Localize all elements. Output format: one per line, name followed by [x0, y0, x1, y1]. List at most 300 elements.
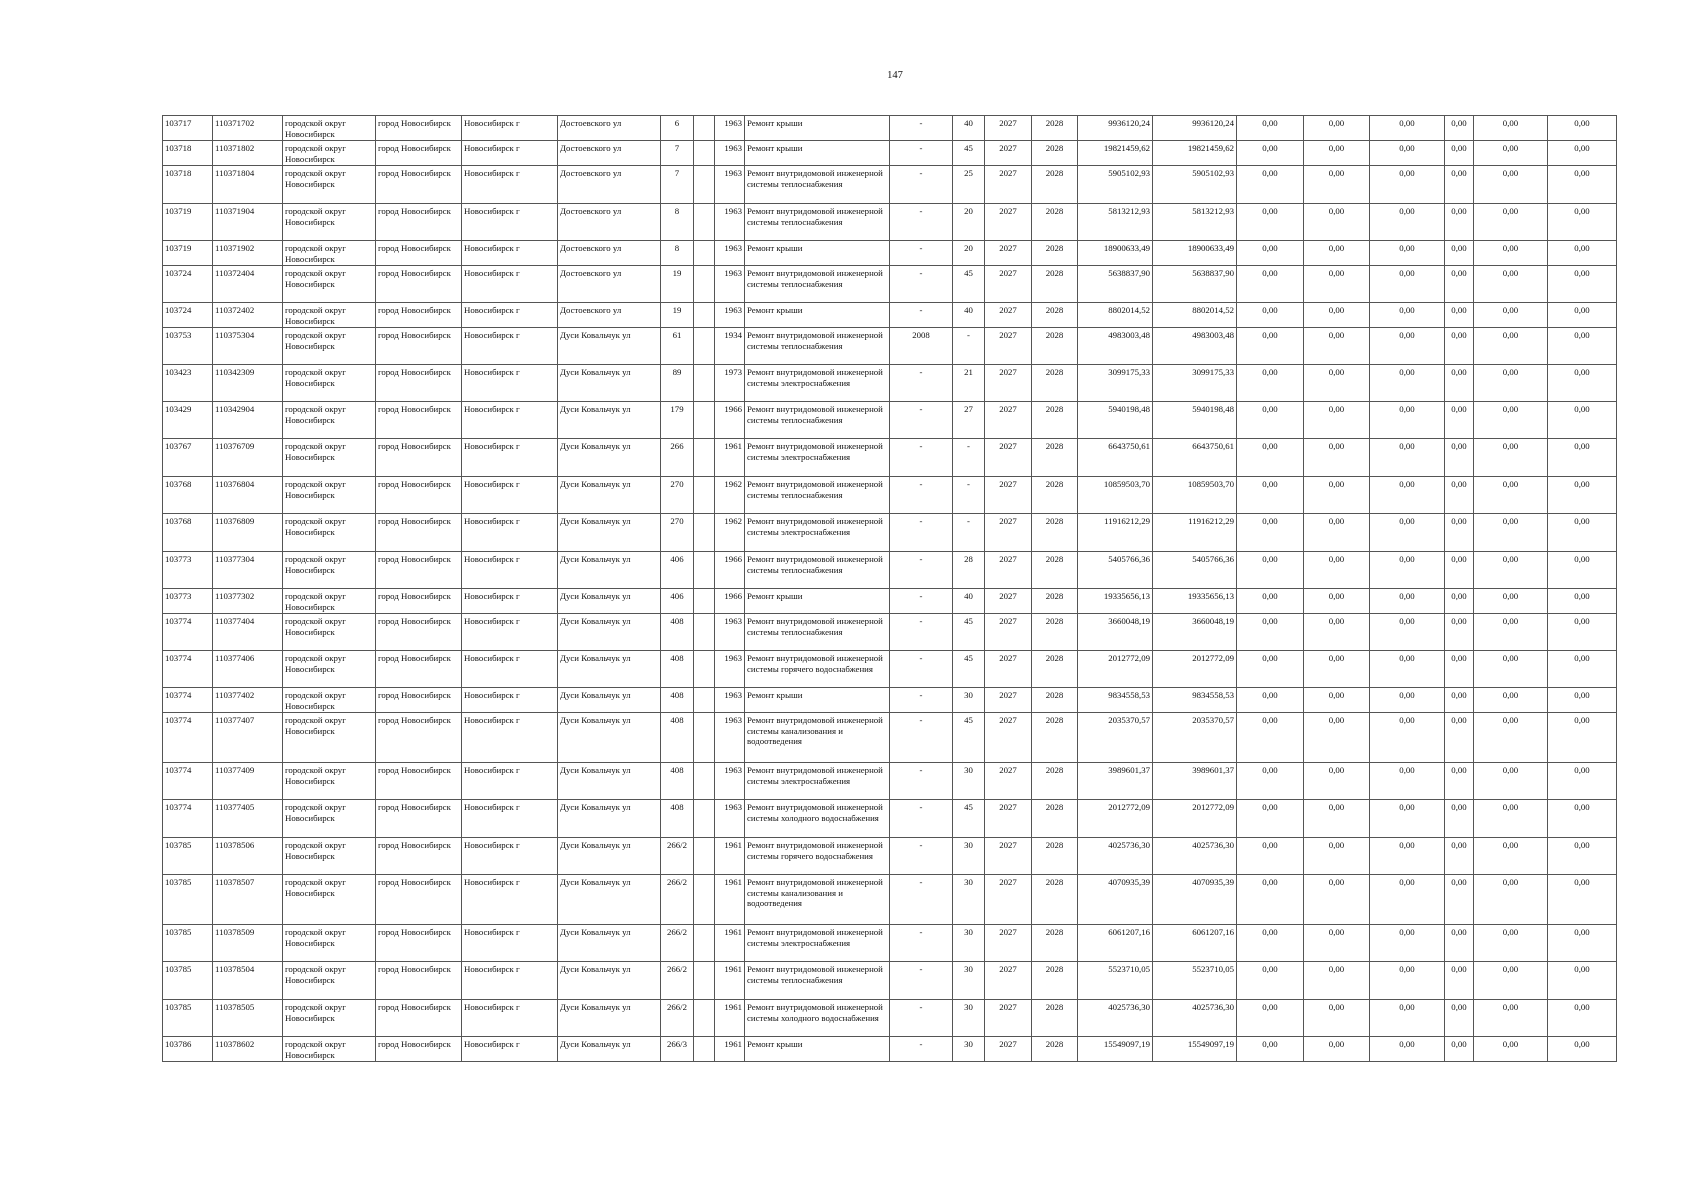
row-value-1: 0,00 [1237, 925, 1304, 962]
row-last-repair-year: - [890, 688, 953, 713]
row-end-year: 2028 [1032, 241, 1078, 266]
row-year: 1973 [715, 365, 745, 402]
row-value-4: 0,00 [1445, 614, 1474, 651]
row-start-year: 2027 [985, 962, 1032, 1000]
table-row [163, 713, 1617, 763]
row-value-4: 0,00 [1445, 552, 1474, 589]
row-settlement: город Новосибирск [376, 962, 462, 1000]
row-city: Новосибирск г [462, 800, 558, 838]
row-street: Достоевского ул [558, 116, 661, 141]
row-year: 1961 [715, 875, 745, 925]
row-start-year: 2027 [985, 614, 1032, 651]
row-settlement: город Новосибирск [376, 439, 462, 477]
table-row [163, 552, 1617, 589]
row-settlement: город Новосибирск [376, 514, 462, 552]
row-id: 103785 [163, 925, 213, 962]
row-value-2: 0,00 [1304, 402, 1370, 439]
row-code: 110377406 [213, 651, 283, 688]
row-value-1: 0,00 [1237, 514, 1304, 552]
row-cost-fund: 5638837,90 [1153, 266, 1237, 303]
row-district: городской округ Новосибирск [283, 838, 376, 875]
row-street: Дуси Ковальчук ул [558, 514, 661, 552]
row-year: 1963 [715, 800, 745, 838]
row-city: Новосибирск г [462, 838, 558, 875]
row-cost-fund: 5905102,93 [1153, 166, 1237, 204]
row-cost-total: 2012772,09 [1078, 651, 1153, 688]
row-value-1: 0,00 [1237, 1037, 1304, 1062]
row-start-year: 2027 [985, 402, 1032, 439]
row-end-year: 2028 [1032, 514, 1078, 552]
row-street: Достоевского ул [558, 141, 661, 166]
row-cost-total: 4983003,48 [1078, 328, 1153, 365]
row-district: городской округ Новосибирск [283, 713, 376, 763]
row-last-repair-year: 2008 [890, 328, 953, 365]
row-year: 1963 [715, 763, 745, 800]
row-blank [694, 365, 715, 402]
row-end-year: 2028 [1032, 614, 1078, 651]
row-blank [694, 838, 715, 875]
row-cost-fund: 2035370,57 [1153, 713, 1237, 763]
row-value-6: 0,00 [1548, 477, 1617, 514]
row-house: 266/3 [661, 1037, 694, 1062]
table-row [163, 266, 1617, 303]
row-value-3: 0,00 [1370, 241, 1445, 266]
row-last-repair-year: - [890, 514, 953, 552]
row-settlement: город Новосибирск [376, 688, 462, 713]
row-code: 110377402 [213, 688, 283, 713]
row-blank [694, 1000, 715, 1037]
row-end-year: 2028 [1032, 688, 1078, 713]
row-code: 110378506 [213, 838, 283, 875]
row-end-year: 2028 [1032, 962, 1078, 1000]
row-value-1: 0,00 [1237, 688, 1304, 713]
row-cost-total: 5638837,90 [1078, 266, 1153, 303]
row-code: 110375304 [213, 328, 283, 365]
row-year: 1963 [715, 651, 745, 688]
row-cost-fund: 4070935,39 [1153, 875, 1237, 925]
row-cost-total: 9936120,24 [1078, 116, 1153, 141]
row-settlement: город Новосибирск [376, 204, 462, 241]
table-row [163, 141, 1617, 166]
row-value-5: 0,00 [1474, 204, 1548, 241]
row-value-5: 0,00 [1474, 241, 1548, 266]
row-street: Дуси Ковальчук ул [558, 800, 661, 838]
row-value-6: 0,00 [1548, 614, 1617, 651]
row-house: 7 [661, 141, 694, 166]
row-value-2: 0,00 [1304, 141, 1370, 166]
row-house: 270 [661, 514, 694, 552]
row-work-type: Ремонт внутридомовой инженерной системы теплоснабжения [745, 402, 890, 439]
row-house: 408 [661, 763, 694, 800]
row-start-year: 2027 [985, 439, 1032, 477]
row-year: 1961 [715, 838, 745, 875]
row-end-year: 2028 [1032, 800, 1078, 838]
row-blank [694, 241, 715, 266]
row-last-repair-year: - [890, 589, 953, 614]
row-year: 1963 [715, 303, 745, 328]
row-value-3: 0,00 [1370, 328, 1445, 365]
row-street: Дуси Ковальчук ул [558, 477, 661, 514]
row-cost-fund: 5405766,36 [1153, 552, 1237, 589]
row-value-3: 0,00 [1370, 303, 1445, 328]
row-end-year: 2028 [1032, 365, 1078, 402]
row-start-year: 2027 [985, 688, 1032, 713]
row-value-3: 0,00 [1370, 1000, 1445, 1037]
row-last-repair-year: - [890, 763, 953, 800]
row-city: Новосибирск г [462, 763, 558, 800]
row-cost-total: 10859503,70 [1078, 477, 1153, 514]
row-settlement: город Новосибирск [376, 1000, 462, 1037]
row-district: городской округ Новосибирск [283, 514, 376, 552]
row-value-1: 0,00 [1237, 166, 1304, 204]
row-last-repair-year: - [890, 365, 953, 402]
row-value-4: 0,00 [1445, 800, 1474, 838]
row-blank [694, 1037, 715, 1062]
row-code: 110378602 [213, 1037, 283, 1062]
row-value-3: 0,00 [1370, 838, 1445, 875]
row-value-4: 0,00 [1445, 1000, 1474, 1037]
row-value-6: 0,00 [1548, 962, 1617, 1000]
row-value-1: 0,00 [1237, 365, 1304, 402]
row-district: городской округ Новосибирск [283, 204, 376, 241]
row-value-2: 0,00 [1304, 365, 1370, 402]
row-last-repair-year: - [890, 477, 953, 514]
row-city: Новосибирск г [462, 166, 558, 204]
row-street: Дуси Ковальчук ул [558, 875, 661, 925]
row-city: Новосибирск г [462, 303, 558, 328]
row-value-6: 0,00 [1548, 166, 1617, 204]
row-wear: 45 [953, 141, 985, 166]
row-wear: 45 [953, 266, 985, 303]
row-city: Новосибирск г [462, 204, 558, 241]
row-value-5: 0,00 [1474, 589, 1548, 614]
row-wear: 30 [953, 875, 985, 925]
row-street: Дуси Ковальчук ул [558, 713, 661, 763]
row-value-3: 0,00 [1370, 763, 1445, 800]
row-cost-fund: 9936120,24 [1153, 116, 1237, 141]
row-street: Дуси Ковальчук ул [558, 1037, 661, 1062]
row-street: Дуси Ковальчук ул [558, 614, 661, 651]
row-end-year: 2028 [1032, 838, 1078, 875]
row-district: городской округ Новосибирск [283, 614, 376, 651]
row-cost-total: 3660048,19 [1078, 614, 1153, 651]
row-value-1: 0,00 [1237, 800, 1304, 838]
row-value-1: 0,00 [1237, 614, 1304, 651]
row-value-1: 0,00 [1237, 651, 1304, 688]
row-value-6: 0,00 [1548, 651, 1617, 688]
row-value-2: 0,00 [1304, 241, 1370, 266]
row-value-2: 0,00 [1304, 514, 1370, 552]
row-last-repair-year: - [890, 303, 953, 328]
row-cost-fund: 18900633,49 [1153, 241, 1237, 266]
row-value-4: 0,00 [1445, 514, 1474, 552]
row-code: 110342904 [213, 402, 283, 439]
row-value-3: 0,00 [1370, 116, 1445, 141]
row-value-2: 0,00 [1304, 614, 1370, 651]
row-id: 103774 [163, 614, 213, 651]
row-blank [694, 439, 715, 477]
row-wear: 45 [953, 800, 985, 838]
row-code: 110376804 [213, 477, 283, 514]
row-value-4: 0,00 [1445, 116, 1474, 141]
row-start-year: 2027 [985, 365, 1032, 402]
row-work-type: Ремонт внутридомовой инженерной системы горячего водоснабжения [745, 651, 890, 688]
row-value-3: 0,00 [1370, 266, 1445, 303]
row-end-year: 2028 [1032, 204, 1078, 241]
row-code: 110342309 [213, 365, 283, 402]
row-value-4: 0,00 [1445, 477, 1474, 514]
row-value-1: 0,00 [1237, 763, 1304, 800]
row-cost-total: 19821459,62 [1078, 141, 1153, 166]
row-end-year: 2028 [1032, 552, 1078, 589]
row-end-year: 2028 [1032, 713, 1078, 763]
row-wear: 30 [953, 1000, 985, 1037]
row-district: городской округ Новосибирск [283, 266, 376, 303]
row-year: 1962 [715, 514, 745, 552]
row-start-year: 2027 [985, 1037, 1032, 1062]
row-street: Достоевского ул [558, 166, 661, 204]
row-code: 110372404 [213, 266, 283, 303]
row-value-2: 0,00 [1304, 800, 1370, 838]
row-value-6: 0,00 [1548, 402, 1617, 439]
row-work-type: Ремонт внутридомовой инженерной системы теплоснабжения [745, 477, 890, 514]
row-wear: - [953, 477, 985, 514]
row-value-1: 0,00 [1237, 552, 1304, 589]
row-value-3: 0,00 [1370, 439, 1445, 477]
row-city: Новосибирск г [462, 1037, 558, 1062]
row-value-3: 0,00 [1370, 713, 1445, 763]
table-row [163, 651, 1617, 688]
row-value-5: 0,00 [1474, 116, 1548, 141]
row-year: 1963 [715, 688, 745, 713]
row-street: Дуси Ковальчук ул [558, 328, 661, 365]
row-value-5: 0,00 [1474, 614, 1548, 651]
row-value-1: 0,00 [1237, 303, 1304, 328]
row-value-6: 0,00 [1548, 204, 1617, 241]
row-value-5: 0,00 [1474, 514, 1548, 552]
row-end-year: 2028 [1032, 303, 1078, 328]
row-year: 1962 [715, 477, 745, 514]
row-district: городской округ Новосибирск [283, 962, 376, 1000]
row-cost-fund: 4025736,30 [1153, 1000, 1237, 1037]
row-cost-fund: 15549097,19 [1153, 1037, 1237, 1062]
row-work-type: Ремонт внутридомовой инженерной системы горячего водоснабжения [745, 838, 890, 875]
row-last-repair-year: - [890, 402, 953, 439]
row-value-6: 0,00 [1548, 763, 1617, 800]
row-street: Дуси Ковальчук ул [558, 838, 661, 875]
row-value-5: 0,00 [1474, 328, 1548, 365]
row-district: городской округ Новосибирск [283, 1037, 376, 1062]
row-settlement: город Новосибирск [376, 800, 462, 838]
row-value-1: 0,00 [1237, 589, 1304, 614]
row-house: 8 [661, 204, 694, 241]
row-start-year: 2027 [985, 241, 1032, 266]
row-cost-total: 4025736,30 [1078, 838, 1153, 875]
row-value-4: 0,00 [1445, 875, 1474, 925]
row-id: 103768 [163, 514, 213, 552]
row-house: 179 [661, 402, 694, 439]
row-blank [694, 402, 715, 439]
row-id: 103768 [163, 477, 213, 514]
row-blank [694, 116, 715, 141]
row-value-1: 0,00 [1237, 266, 1304, 303]
row-cost-total: 3099175,33 [1078, 365, 1153, 402]
row-value-1: 0,00 [1237, 141, 1304, 166]
row-id: 103785 [163, 875, 213, 925]
row-value-6: 0,00 [1548, 141, 1617, 166]
row-wear: 30 [953, 962, 985, 1000]
row-settlement: город Новосибирск [376, 925, 462, 962]
row-end-year: 2028 [1032, 1037, 1078, 1062]
row-city: Новосибирск г [462, 552, 558, 589]
row-value-3: 0,00 [1370, 688, 1445, 713]
row-cost-total: 4070935,39 [1078, 875, 1153, 925]
row-id: 103724 [163, 266, 213, 303]
row-house: 406 [661, 552, 694, 589]
row-settlement: город Новосибирск [376, 614, 462, 651]
row-year: 1961 [715, 439, 745, 477]
row-value-2: 0,00 [1304, 166, 1370, 204]
table-row [163, 439, 1617, 477]
row-cost-total: 5405766,36 [1078, 552, 1153, 589]
row-wear: 30 [953, 838, 985, 875]
row-year: 1963 [715, 266, 745, 303]
row-city: Новосибирск г [462, 439, 558, 477]
row-value-5: 0,00 [1474, 477, 1548, 514]
row-value-5: 0,00 [1474, 688, 1548, 713]
row-value-5: 0,00 [1474, 1037, 1548, 1062]
row-value-1: 0,00 [1237, 439, 1304, 477]
row-start-year: 2027 [985, 763, 1032, 800]
row-start-year: 2027 [985, 477, 1032, 514]
row-work-type: Ремонт внутридомовой инженерной системы электроснабжения [745, 365, 890, 402]
row-wear: 40 [953, 589, 985, 614]
row-city: Новосибирск г [462, 266, 558, 303]
row-code: 110378507 [213, 875, 283, 925]
row-street: Дуси Ковальчук ул [558, 763, 661, 800]
table-row [163, 402, 1617, 439]
row-start-year: 2027 [985, 166, 1032, 204]
row-end-year: 2028 [1032, 402, 1078, 439]
row-work-type: Ремонт внутридомовой инженерной системы теплоснабжения [745, 266, 890, 303]
row-last-repair-year: - [890, 439, 953, 477]
row-work-type: Ремонт внутридомовой инженерной системы теплоснабжения [745, 204, 890, 241]
row-value-6: 0,00 [1548, 303, 1617, 328]
row-id: 103774 [163, 713, 213, 763]
row-value-5: 0,00 [1474, 141, 1548, 166]
row-value-1: 0,00 [1237, 477, 1304, 514]
row-district: городской округ Новосибирск [283, 303, 376, 328]
row-house: 406 [661, 589, 694, 614]
table-row [163, 614, 1617, 651]
row-house: 408 [661, 800, 694, 838]
row-cost-fund: 3660048,19 [1153, 614, 1237, 651]
row-wear: 20 [953, 204, 985, 241]
row-value-1: 0,00 [1237, 204, 1304, 241]
row-year: 1963 [715, 241, 745, 266]
row-value-6: 0,00 [1548, 1000, 1617, 1037]
row-value-2: 0,00 [1304, 651, 1370, 688]
row-id: 103773 [163, 589, 213, 614]
row-work-type: Ремонт внутридомовой инженерной системы теплоснабжения [745, 552, 890, 589]
row-end-year: 2028 [1032, 651, 1078, 688]
table-row [163, 116, 1617, 141]
row-cost-fund: 19335656,13 [1153, 589, 1237, 614]
row-last-repair-year: - [890, 166, 953, 204]
row-settlement: город Новосибирск [376, 875, 462, 925]
row-id: 103753 [163, 328, 213, 365]
row-cost-total: 15549097,19 [1078, 1037, 1153, 1062]
row-settlement: город Новосибирск [376, 166, 462, 204]
row-house: 266 [661, 439, 694, 477]
row-district: городской округ Новосибирск [283, 141, 376, 166]
row-district: городской округ Новосибирск [283, 166, 376, 204]
row-value-4: 0,00 [1445, 688, 1474, 713]
row-value-4: 0,00 [1445, 763, 1474, 800]
row-start-year: 2027 [985, 800, 1032, 838]
row-street: Дуси Ковальчук ул [558, 688, 661, 713]
row-code: 110377302 [213, 589, 283, 614]
row-blank [694, 514, 715, 552]
row-city: Новосибирск г [462, 713, 558, 763]
row-value-2: 0,00 [1304, 875, 1370, 925]
row-work-type: Ремонт крыши [745, 589, 890, 614]
row-value-4: 0,00 [1445, 241, 1474, 266]
table-row [163, 303, 1617, 328]
row-last-repair-year: - [890, 204, 953, 241]
row-work-type: Ремонт внутридомовой инженерной системы электроснабжения [745, 925, 890, 962]
row-value-3: 0,00 [1370, 402, 1445, 439]
page-number: 147 [887, 70, 903, 81]
row-value-2: 0,00 [1304, 552, 1370, 589]
row-id: 103718 [163, 141, 213, 166]
row-value-6: 0,00 [1548, 800, 1617, 838]
row-value-4: 0,00 [1445, 713, 1474, 763]
row-last-repair-year: - [890, 651, 953, 688]
row-work-type: Ремонт внутридомовой инженерной системы теплоснабжения [745, 962, 890, 1000]
row-end-year: 2028 [1032, 328, 1078, 365]
row-value-5: 0,00 [1474, 166, 1548, 204]
row-wear: 30 [953, 1037, 985, 1062]
row-value-6: 0,00 [1548, 241, 1617, 266]
row-value-4: 0,00 [1445, 589, 1474, 614]
row-value-1: 0,00 [1237, 402, 1304, 439]
row-settlement: город Новосибирск [376, 838, 462, 875]
row-cost-fund: 19821459,62 [1153, 141, 1237, 166]
row-settlement: город Новосибирск [376, 651, 462, 688]
row-house: 408 [661, 688, 694, 713]
row-value-5: 0,00 [1474, 1000, 1548, 1037]
row-value-1: 0,00 [1237, 713, 1304, 763]
table-row [163, 1000, 1617, 1037]
row-value-4: 0,00 [1445, 651, 1474, 688]
row-id: 103774 [163, 763, 213, 800]
row-district: городской округ Новосибирск [283, 439, 376, 477]
row-district: городской округ Новосибирск [283, 328, 376, 365]
row-value-2: 0,00 [1304, 713, 1370, 763]
row-district: городской округ Новосибирск [283, 688, 376, 713]
table-row [163, 688, 1617, 713]
row-last-repair-year: - [890, 800, 953, 838]
row-value-4: 0,00 [1445, 141, 1474, 166]
row-house: 408 [661, 651, 694, 688]
row-work-type: Ремонт внутридомовой инженерной системы холодного водоснабжения [745, 800, 890, 838]
row-value-5: 0,00 [1474, 651, 1548, 688]
row-city: Новосибирск г [462, 1000, 558, 1037]
row-district: городской округ Новосибирск [283, 402, 376, 439]
row-value-2: 0,00 [1304, 116, 1370, 141]
row-settlement: город Новосибирск [376, 241, 462, 266]
